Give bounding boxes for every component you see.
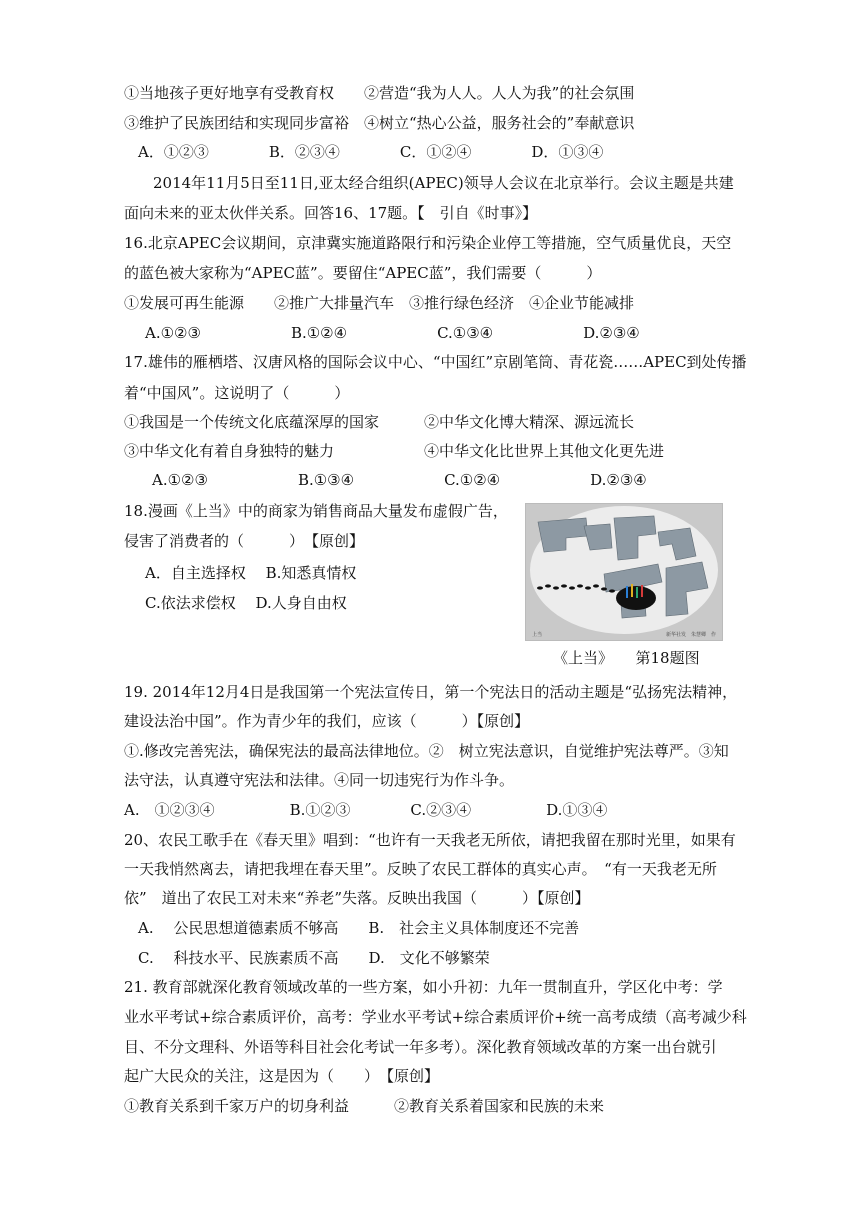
answer-options: A.①②③ B.①②④ C.①③④ D.②③④ xyxy=(145,324,640,342)
figure-caption: 《上当》 第18题图 xyxy=(553,649,700,667)
answer-options: A. ①②③④ B.①②③ C.②③④ D.①③④ xyxy=(124,801,608,819)
cartoon-illustration xyxy=(526,504,722,640)
question-17: 17.雄伟的雁栖塔、汉唐风格的国际会议中心、“中国红”京剧笔筒、青花瓷……APEC到处传播 xyxy=(124,353,747,371)
text-line: 着“中国风”。这说明了（ ） xyxy=(124,384,350,402)
answer-options: C. 科技水平、民族素质不高 D. 文化不够繁荣 xyxy=(138,949,490,967)
text-line: ①教育关系到千家万户的切身利益 ②教育关系着国家和民族的未来 xyxy=(124,1097,605,1115)
text-line: 法守法，认真遵守宪法和法律。④同一切违宪行为作斗争。 xyxy=(124,771,515,789)
text-line: 面向未来的亚太伙伴关系。回答16、17题。【 引自《时事》】 xyxy=(124,204,538,222)
text-line: 一天我悄然离去，请把我埋在春天里”。反映了农民工群体的真实心声。 “有一天我老无所 xyxy=(124,860,717,878)
answer-options: A.①②③ B.①③④ C.①②④ D.②③④ xyxy=(152,471,647,489)
cartoon-figure xyxy=(525,503,723,641)
answer-options: C.依法求偿权 D.人身自由权 xyxy=(145,594,347,612)
text-line: ①.修改完善宪法，确保宪法的最高法律地位。② 树立宪法意识，自觉维护宪法尊严。③知 xyxy=(124,742,729,760)
text-line: ①发展可再生能源 ②推广大排量汽车 ③推行绿色经济 ④企业节能减排 xyxy=(124,294,635,312)
question-16: 16.北京APEC会议期间，京津冀实施道路限行和污染企业停工等措施，空气质量优良，天空 xyxy=(124,234,732,252)
text-line: 侵害了消费者的（ ） 【原创】 xyxy=(124,532,365,550)
question-21: 21. 教育部就深化教育领域改革的一些方案，如小升初：九年一贯制直升，学区化中考：学 xyxy=(124,978,723,996)
text-line: ①我国是一个传统文化底蕴深厚的国家 ②中华文化博大精深、源远流长 xyxy=(124,413,635,431)
text-line: 起广大民众的关注，这是因为（ ） 【原创】 xyxy=(124,1067,440,1085)
question-19: 19. 2014年12月4日是我国第一个宪法宣传日，第一个宪法日的活动主题是“弘扬宪法精神， xyxy=(124,683,738,701)
text-line: ③维护了民族团结和实现同步富裕 ④树立“热心公益，服务社会的”奉献意识 xyxy=(124,114,635,132)
text-line: 2014年11月5日至11日,亚太经合组织(APEC)领导人会议在北京举行。会议主题是共建 xyxy=(153,174,734,192)
answer-options: A．自主选择权 B.知悉真情权 xyxy=(145,564,357,582)
text-line: 的蓝色被大家称为“APEC蓝”。要留住“APEC蓝”，我们需要（ ） xyxy=(124,264,602,282)
text-line: 目、不分文理科、外语等科目社会化考试一年多考）。深化教育领域改革的方案一出台就引 xyxy=(124,1038,717,1056)
text-line: 依” 道出了农民工对未来“养老”失落。反映出我国（ ）【原创】 xyxy=(124,889,590,907)
figure-footnote-title: 上当 xyxy=(532,632,543,638)
text-line: ①当地孩子更好地享有受教育权 ②营造“我为人人。人人为我”的社会氛围 xyxy=(124,84,635,102)
text-line: 业水平考试+综合素质评价，高考：学业水平考试+综合素质评价+统一高考成绩（高考减少科 xyxy=(124,1008,747,1026)
text-line: 建设法治中国”。作为青少年的我们，应该（ ）【原创】 xyxy=(124,712,530,730)
question-20: 20、农民工歌手在《春天里》唱到：“也许有一天我老无所依，请把我留在那时光里，如果有 xyxy=(124,831,736,849)
answer-options: A. 公民思想道德素质不够高 B. 社会主义具体制度还不完善 xyxy=(138,919,580,937)
figure-footnote-credit: 新华社发 朱慧卿 作 xyxy=(665,632,716,638)
text-line: ③中华文化有着自身独特的魅力 ④中华文化比世界上其他文化更先进 xyxy=(124,442,665,460)
answer-options: A．①②③ B．②③④ C．①②④ D．①③④ xyxy=(138,143,604,161)
question-18: 18.漫画《上当》中的商家为销售商品大量发布虚假广告， xyxy=(124,502,508,520)
